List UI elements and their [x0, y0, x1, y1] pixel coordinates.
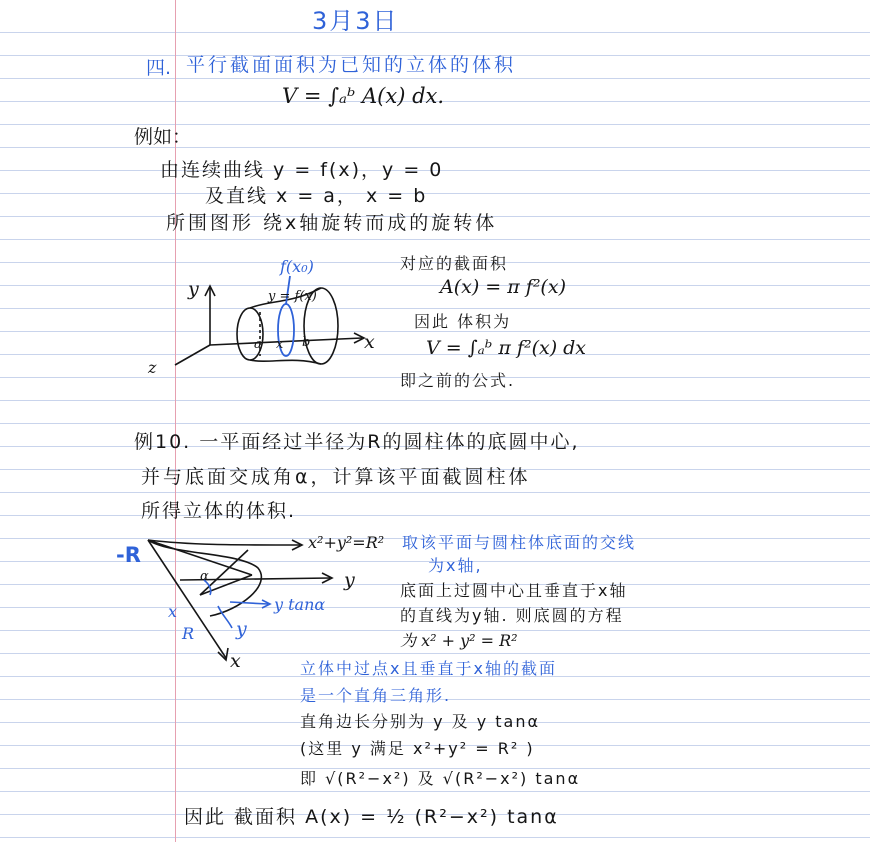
solution-line-2: (这里 y 满足 x²+y² = R² ): [300, 739, 535, 758]
solution-line-1: 直角边长分别为 y 及 y tanα: [300, 712, 541, 731]
fig2-alpha-label: α: [200, 569, 209, 584]
ex1-note-5: 即之前的公式.: [400, 371, 516, 390]
black-note-1: 底面上过圆中心且垂直于x轴: [400, 581, 628, 600]
date-heading: 3月3日: [312, 7, 399, 35]
solution-line-3: 即 √(R²−x²) 及 √(R²−x²) tanα: [300, 769, 581, 788]
fig1-point-a: a: [254, 337, 262, 352]
fig1-point-x: x: [276, 337, 284, 352]
top-edge: [148, 540, 300, 545]
ex1-note-4: V = ∫ₐᵇ π f²(x) dx: [426, 337, 587, 359]
ex1-note-1: 对应的截面积: [400, 254, 509, 273]
ex1-note-3: 因此 体积为: [414, 312, 512, 331]
ex1-note-2: A(x) = π f²(x): [440, 276, 566, 298]
fig2-r-label: R: [182, 624, 195, 643]
example1-label: 例如：: [134, 126, 192, 148]
fx0-label: f(x₀): [280, 257, 314, 276]
section-formula: V = ∫ₐᵇ A(x) dx.: [282, 84, 445, 108]
neg-r-label: -R: [116, 543, 141, 567]
curve-label: y = f(x): [268, 289, 317, 304]
fig1-axis-z: z: [148, 358, 157, 377]
ex10-problem-2: 并与底面交成角α，计算该平面截圆柱体: [141, 466, 531, 488]
black-note-2: 的直线为y轴. 则底圆的方程: [400, 606, 624, 625]
example1-line-2: 及直线 x = a， x = b: [205, 185, 428, 207]
fig2-x-label: x: [168, 602, 178, 621]
fig2-axis-x: x: [230, 650, 241, 672]
section-number: 四.: [146, 57, 172, 79]
ytan-label: y tanα: [274, 595, 326, 614]
solution-line-4: 因此 截面积 A(x) = ½ (R²−x²) tanα: [184, 806, 559, 828]
ytan-arrow: [230, 602, 268, 604]
fig2-y-label: y: [236, 618, 247, 640]
blue-note-2: 为x轴,: [428, 556, 483, 575]
black-note-3: 为 x² + y² = R²: [400, 631, 518, 650]
ex10-problem-3: 所得立体的体积.: [141, 500, 297, 522]
fig1-point-b: b: [302, 335, 311, 350]
fig1-axis-x: x: [364, 331, 375, 353]
blue-note-1: 取该平面与圆柱体底面的交线: [402, 533, 637, 552]
circle-eq-label: x²+y²=R²: [308, 533, 385, 552]
example1-line-3: 所围图形 绕x轴旋转而成的旋转体: [166, 212, 498, 234]
blue-note-4: 是一个直角三角形.: [300, 686, 452, 705]
blue-note-3: 立体中过点x且垂直于x轴的截面: [300, 659, 557, 678]
ex10-problem-1: 例10. 一平面经过半径为R的圆柱体的底圆中心,: [134, 431, 580, 453]
section-title: 平行截面面积为已知的立体的体积: [186, 54, 517, 76]
fig2-axis-y: y: [344, 569, 355, 591]
example1-line-1: 由连续曲线 y = f(x)，y = 0: [160, 159, 444, 181]
fig1-axis-y: y: [188, 278, 199, 300]
